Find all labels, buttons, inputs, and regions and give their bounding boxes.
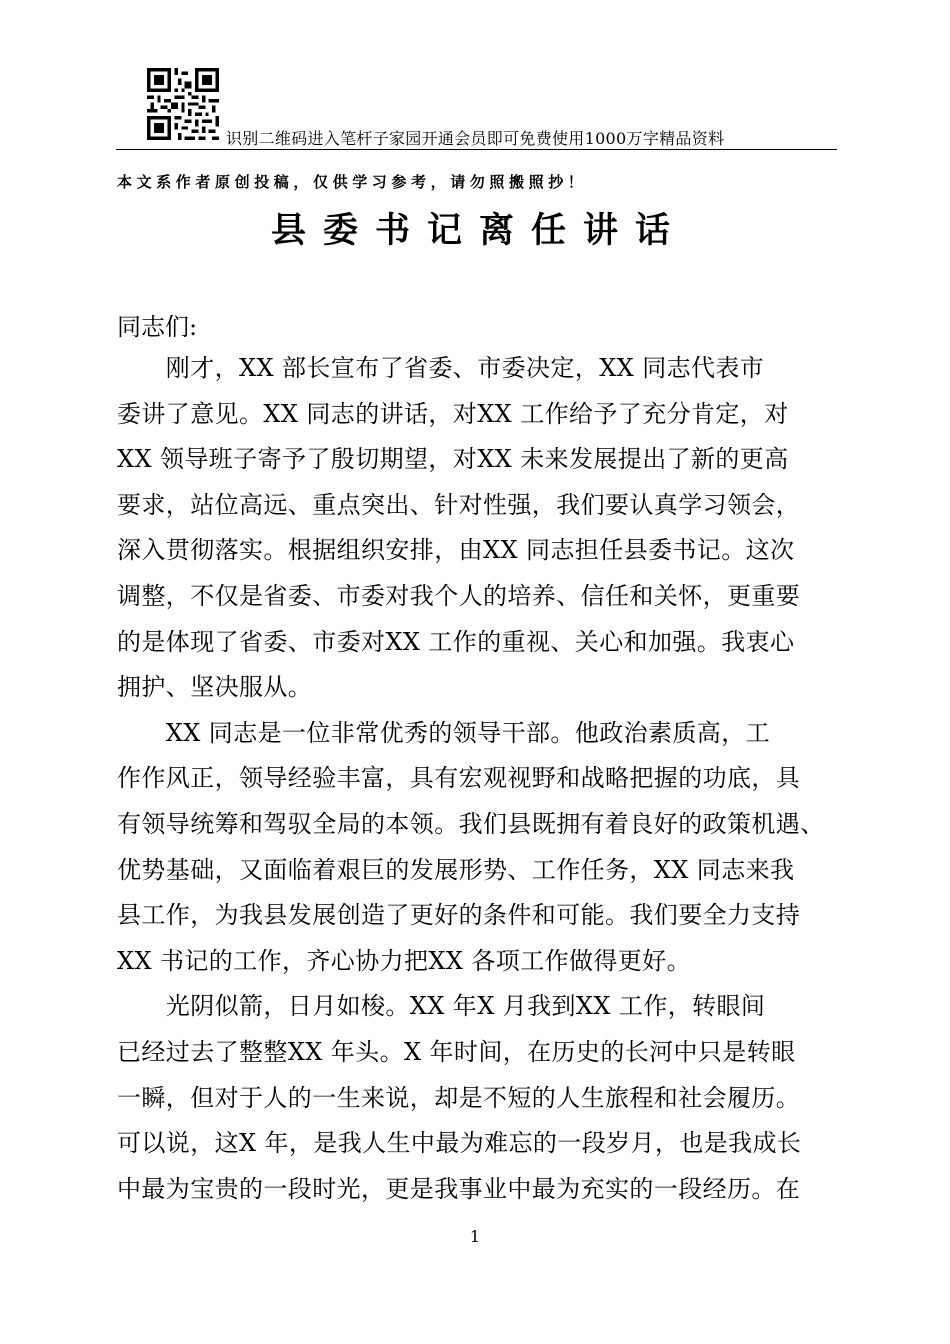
disclaimer-note: 本文系作者原创投稿，仅供学习参考，请勿照搬照抄！ <box>117 173 588 191</box>
body-line: 光阴似箭，日月如梭。XX 年X 月我到XX 工作，转眼间 <box>117 992 766 1021</box>
body-line: 有领导统筹和驾驭全局的本领。我们县既拥有着良好的政策机遇、 <box>117 809 825 838</box>
body-line: 委讲了意见。XX 同志的讲话，对XX 工作给予了充分肯定，对 <box>117 399 789 428</box>
body-line: 中最为宝贵的一段时光，更是我事业中最为充实的一段经历。在 <box>117 1174 801 1203</box>
body-line: XX 领导班子寄予了殷切期望，对XX 未来发展提出了新的更高 <box>117 445 789 474</box>
body-line: 要求，站位高远、重点突出、针对性强，我们要认真学习领会， <box>117 490 801 519</box>
header-promo-text: 识别二维码进入笔杆子家园开通会员即可免费使用1000万字精品资料 <box>226 129 725 148</box>
body-line: 拥护、坚决服从。 <box>117 673 313 702</box>
body-line: 的是体现了省委、市委对XX 工作的重视、关心和加强。我衷心 <box>117 627 795 656</box>
body-line: 可以说，这X 年，是我人生中最为难忘的一段岁月，也是我成长 <box>117 1129 802 1158</box>
body-line: 刚才，XX 部长宣布了省委、市委决定，XX 同志代表市 <box>117 354 765 382</box>
body-line: 深入贯彻落实。根据组织安排，由XX 同志担任县委书记。这次 <box>117 536 795 565</box>
body-line: 已经过去了整整XX 年头。X 年时间，在历史的长河中只是转眼 <box>117 1037 796 1066</box>
body-line: XX 书记的工作，齐心协力把XX 各项工作做得更好。 <box>117 946 691 975</box>
document-title: 县委书记离任讲话 <box>270 210 687 251</box>
body-line: 调整，不仅是省委、市委对我个人的培养、信任和关怀，更重要 <box>117 581 801 610</box>
header-divider <box>116 149 837 150</box>
body-line: 县工作，为我县发展创造了更好的条件和可能。我们要全力支持 <box>117 901 801 930</box>
greeting: 同志们: <box>117 313 198 341</box>
page-number: 1 <box>469 1227 481 1246</box>
speech-body <box>117 346 834 1212</box>
body-line: 优势基础，又面临着艰巨的发展形势、工作任务，XX 同志来我 <box>117 855 795 884</box>
body-line: 作作风正，领导经验丰富，具有宏观视野和战略把握的功底，具 <box>117 764 801 793</box>
qr-code-icon <box>146 68 220 140</box>
body-line: XX 同志是一位非常优秀的领导干部。他政治素质高，工 <box>117 718 770 747</box>
body-line: 一瞬，但对于人的一生来说，却是不短的人生旅程和社会履历。 <box>117 1083 801 1112</box>
